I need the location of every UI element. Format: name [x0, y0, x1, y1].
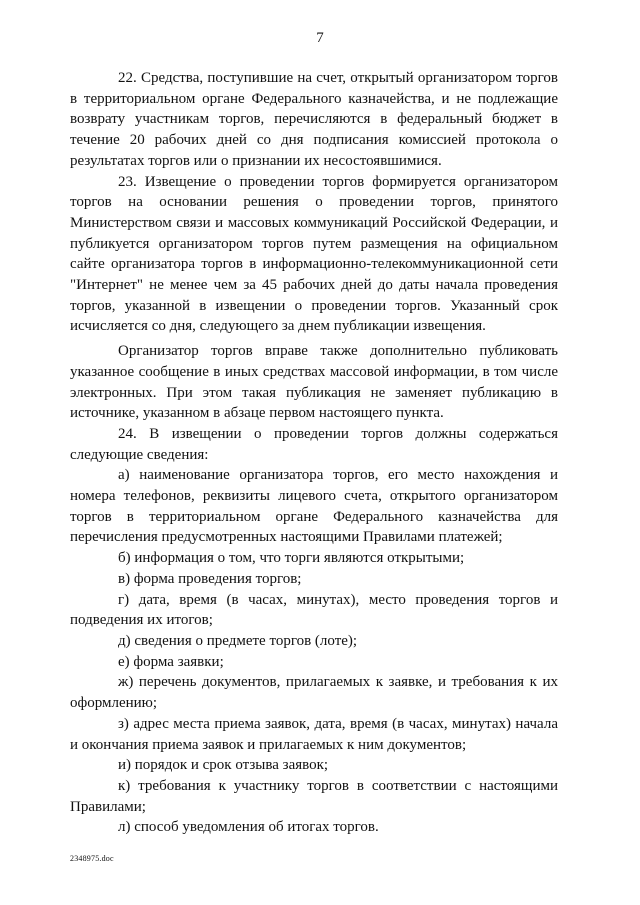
page-number: 7	[316, 30, 324, 46]
list-item-zh: ж) перечень документов, прилагаемых к заявке, и требования к их оформлению;	[70, 674, 558, 712]
paragraph-23: 23. Извещение о проведении торгов формируется организатором торгов на основании решения о проведении торгов, принятого Министерством связи и массовых коммуникаций Российской Федерации, и публикуется организатором торгов путем размещения на официальном сайте организатора торгов в информационно-телекоммуникационной сети "Интернет" не менее чем за 45 рабочих дней до даты начала проведения торгов, указанной в извещении о проведении торгов. Указанный срок исчисляется со дня, следующего за днем публикации извещения.	[70, 173, 558, 335]
list-item-k: к) требования к участнику торгов в соответствии с настоящими Правилами;	[70, 777, 558, 815]
list-item-l: л) способ уведомления об итогах торгов.	[118, 819, 379, 836]
list-item-v: в) форма проведения торгов;	[118, 570, 302, 587]
document-body	[70, 68, 558, 838]
paragraph-23-continued: Организатор торгов вправе также дополнительно публиковать указанное сообщение в иных средствах массовой информации, в том числе электронных. При этом такая публикация не заменяет публикацию в источнике, указанном в абзаце первом настоящего пункта.	[70, 343, 558, 422]
paragraph-22: 22. Средства, поступившие на счет, открытый организатором торгов в территориальном органе Федерального казначейства, и не подлежащие возврату участникам торгов, перечисляются в федеральный бюджет в течение 20 рабочих дней со дня подписания комиссией протокола о результатах торгов или о признании их несостоявшимися.	[70, 70, 558, 169]
paragraph-24: 24. В извещении о проведении торгов должны содержаться следующие сведения:	[70, 425, 558, 463]
list-item-a: а) наименование организатора торгов, его место нахождения и номера телефонов, реквизиты лицевого счета, открытого организатором торгов в территориальном органе Федерального казначейства для перечисления предусмотренных настоящими Правилами платежей;	[70, 467, 558, 546]
footer-filename: 2348975.doc	[70, 854, 114, 863]
list-item-i: и) порядок и срок отзыва заявок;	[118, 757, 329, 774]
list-item-d: д) сведения о предмете торгов (лоте);	[118, 632, 358, 649]
list-item-b: б) информация о том, что торги являются открытыми;	[118, 550, 465, 567]
list-item-z: з) адрес места приема заявок, дата, время (в часах, минутах) начала и окончания приема заявок и прилагаемых к ним документов;	[70, 715, 558, 753]
list-item-e: е) форма заявки;	[118, 653, 224, 670]
list-item-g: г) дата, время (в часах, минутах), место проведения торгов и подведения их итогов;	[70, 591, 558, 629]
